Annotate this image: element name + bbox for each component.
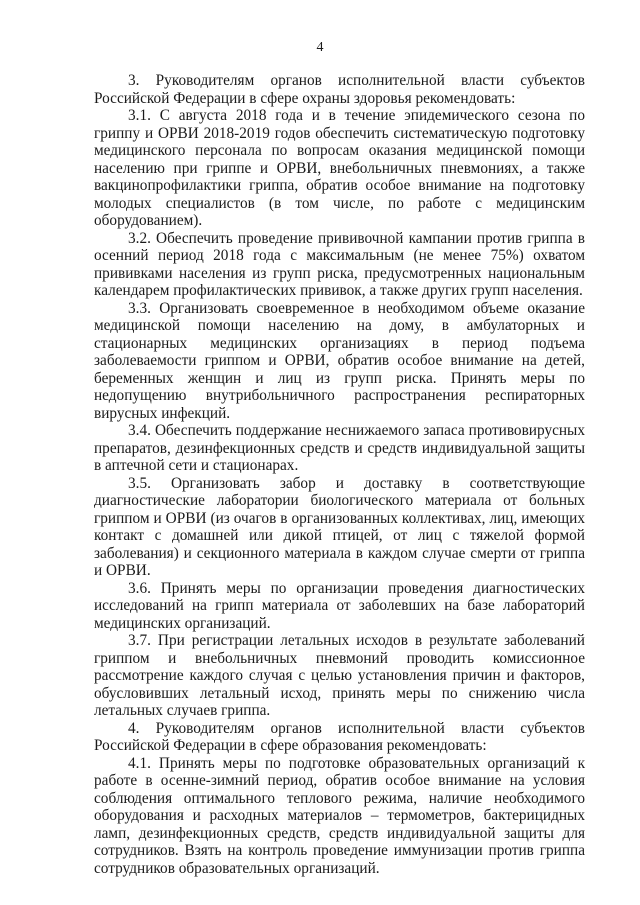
page-number: 4 (316, 40, 324, 55)
paragraph-3-1: 3.1. С августа 2018 года и в течение эпидемического сезона по гриппу и ОРВИ 2018-2019 годов обеспечить систематическую подготовку медицинского персонала по вопросам оказания медицинской помощи населению при гриппе и ОРВИ, внебольничных пневмониях, а также вакцинопрофилактики гриппа, обратив особое внимание на подготовку молодых специалистов (в том числе, по работе с медицинским оборудованием). (94, 107, 585, 229)
paragraph-3-5: 3.5. Организовать забор и доставку в соответствующие диагностические лаборатории биологического материала от больных гриппом и ОРВИ (из очагов в организованных коллективах, лиц, имеющих контакт с домашней или дикой птицей, от лиц с тяжелой формой заболевания) и секционного материала в каждом случае смерти от гриппа и ОРВИ. (94, 474, 585, 579)
document-body (94, 72, 585, 877)
paragraph-4: 4. Руководителям органов исполнительной власти субъектов Российской Федерации в сфере образования рекомендовать: (94, 719, 585, 754)
paragraph-3-4: 3.4. Обеспечить поддержание неснижаемого запаса противовирусных препаратов, дезинфекционных средств и средств индивидуальной защиты в аптечной сети и стационарах. (94, 422, 585, 474)
paragraph-3: 3. Руководителям органов исполнительной власти субъектов Российской Федерации в сфере охраны здоровья рекомендовать: (94, 72, 585, 107)
paragraph-4-1: 4.1. Принять меры по подготовке образовательных организаций к работе в осенне-зимний период, обратив особое внимание на условия соблюдения оптимального теплового режима, наличие необходимого оборудования и расходных материалов – термометров, бактерицидных ламп, дезинфекционных средств, средств индивидуальной защиты для сотрудников. Взять на контроль проведение иммунизации против гриппа сотрудников образовательных организаций. (94, 754, 585, 877)
paragraph-3-3: 3.3. Организовать своевременное в необходимом объеме оказание медицинской помощи населению на дому, в амбулаторных и стационарных медицинских организациях в период подъема заболеваемости гриппом и ОРВИ, обратив особое внимание на детей, беременных женщин и лиц из групп риска. Принять меры по недопущению внутрибольничного распространения респираторных вирусных инфекций. (94, 299, 585, 422)
paragraph-3-7: 3.7. При регистрации летальных исходов в результате заболеваний гриппом и внебольничных пневмоний проводить комиссионное рассмотрение каждого случая с целью установления причин и факторов, обусловивших летальный исход, принять меры по снижению числа летальных случаев гриппа. (94, 632, 585, 719)
paragraph-3-6: 3.6. Принять меры по организации проведения диагностических исследований на грипп материала от заболевших на базе лабораторий медицинских организаций. (94, 579, 585, 632)
paragraph-3-2: 3.2. Обеспечить проведение прививочной кампании против гриппа в осенний период 2018 года с максимальным (не менее 75%) охватом прививками населения из групп риска, предусмотренных национальным календарем профилактических прививок, а также других групп населения. (94, 229, 585, 299)
